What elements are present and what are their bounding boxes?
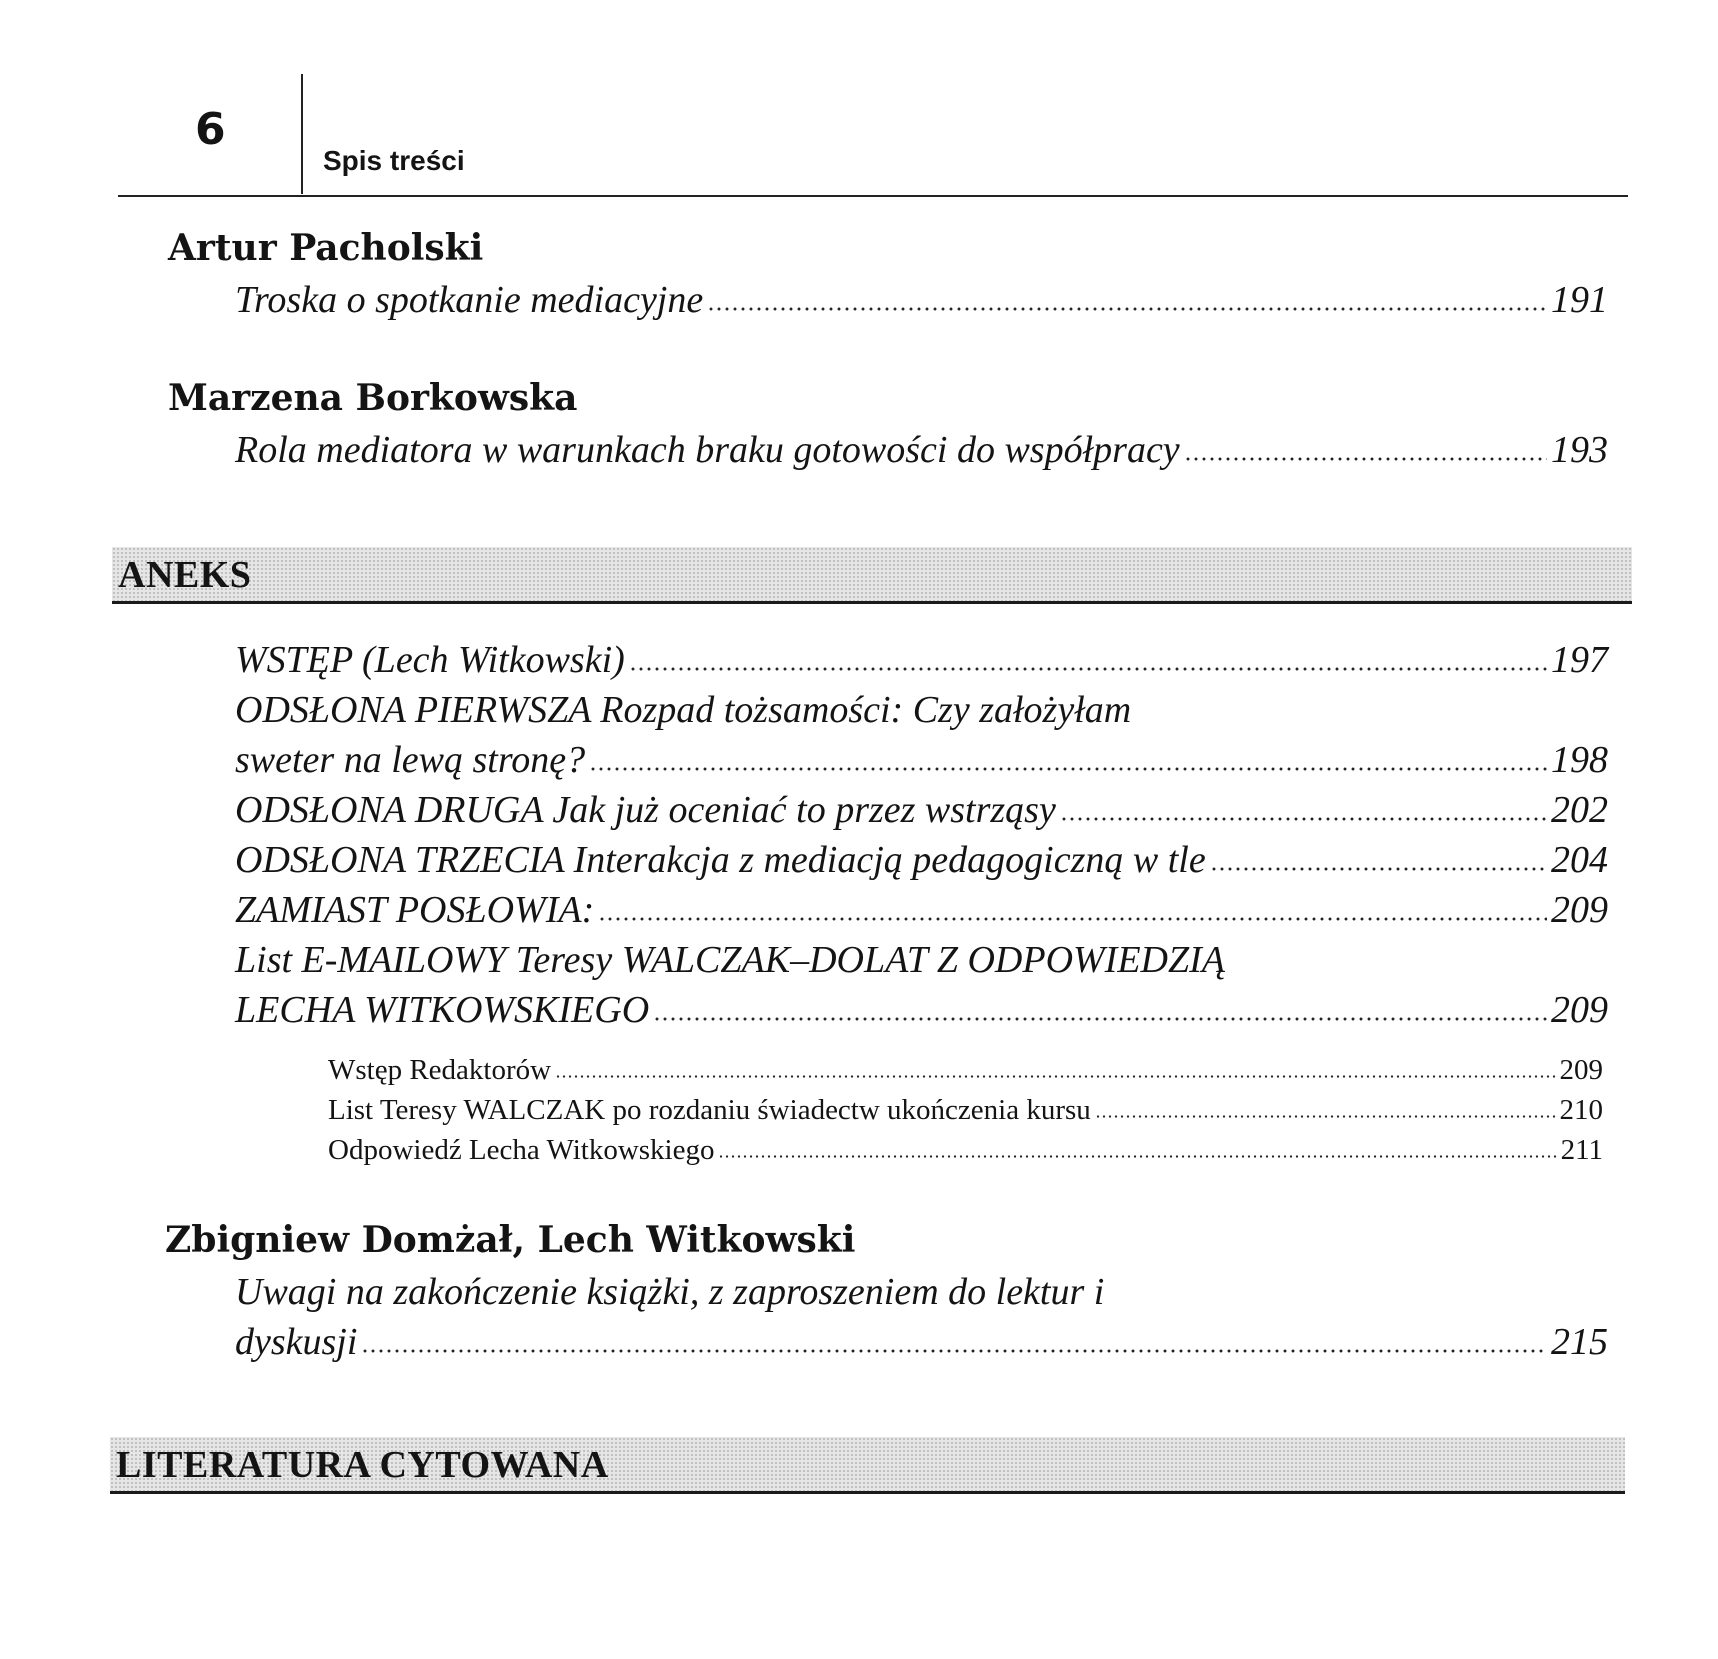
- dot-leader: [707, 302, 1547, 312]
- running-header: [0, 0, 1718, 200]
- running-title: Spis treści: [323, 145, 465, 176]
- subentry-title: Wstęp Redaktorów: [328, 1054, 552, 1086]
- subentry-page: 211: [1560, 1134, 1603, 1166]
- entry-page: 193: [1551, 429, 1608, 471]
- dot-leader: [1095, 1111, 1556, 1119]
- toc-subentry[interactable]: [328, 1052, 1603, 1088]
- toc-entry[interactable]: [235, 886, 1608, 934]
- header-divider: [301, 74, 303, 194]
- dot-leader: [598, 912, 1547, 922]
- entry-page: 204: [1551, 839, 1608, 881]
- dot-leader: [1184, 452, 1547, 462]
- header-rule: [118, 195, 1628, 197]
- toc-entry[interactable]: [235, 836, 1608, 884]
- entry-title: sweter na lewą stronę?: [235, 739, 586, 781]
- entry-title-line[interactable]: List E-MAILOWY Teresy WALCZAK–DOLAT Z ODPOWIEDZIĄ: [235, 939, 1225, 981]
- entry-title: dyskusji: [235, 1321, 358, 1363]
- subentry-page: 209: [1559, 1054, 1603, 1086]
- entry-page: 209: [1551, 889, 1608, 931]
- entry-title-line[interactable]: Uwagi na zakończenie książki, z zaproszeniem do lektur i: [235, 1271, 1105, 1313]
- dot-leader: [629, 662, 1547, 672]
- entry-title: ODSŁONA TRZECIA Interakcja z mediacją pedagogiczną w tle: [235, 839, 1206, 881]
- subentry-title: Odpowiedź Lecha Witkowskiego: [328, 1134, 715, 1166]
- toc-subentry[interactable]: [328, 1092, 1603, 1128]
- section-bar-aneks: [112, 547, 1632, 604]
- entry-title: ODSŁONA DRUGA Jak już oceniać to przez wstrząsy: [235, 789, 1056, 831]
- subentry-page: 210: [1559, 1094, 1603, 1126]
- toc-entry[interactable]: [235, 986, 1608, 1034]
- entry-title-line[interactable]: ODSŁONA PIERWSZA Rozpad tożsamości: Czy założyłam: [235, 689, 1132, 731]
- entry-title: ZAMIAST POSŁOWIA:: [235, 889, 595, 931]
- dot-leader: [589, 762, 1547, 772]
- toc-entry[interactable]: [235, 786, 1608, 834]
- entry-page: 191: [1551, 279, 1608, 321]
- toc-subentry[interactable]: [328, 1132, 1603, 1168]
- entry-title: WSTĘP (Lech Witkowski): [235, 639, 625, 681]
- author-name: Zbigniew Domżał, Lech Witkowski: [165, 1219, 856, 1261]
- section-heading: ANEKS: [118, 554, 252, 596]
- toc-entry[interactable]: [235, 1318, 1608, 1366]
- entry-title: LECHA WITKOWSKIEGO: [235, 989, 650, 1031]
- entry-page: 197: [1551, 639, 1608, 681]
- toc-entry[interactable]: [235, 276, 1608, 324]
- entry-page: 209: [1551, 989, 1608, 1031]
- author-name: Artur Pacholski: [168, 227, 484, 269]
- entry-title: Troska o spotkanie mediacyjne: [235, 279, 704, 321]
- entry-page: 215: [1551, 1321, 1608, 1363]
- dot-leader: [361, 1344, 1547, 1354]
- section-heading: LITERATURA CYTOWANA: [116, 1444, 609, 1486]
- dot-leader: [653, 1012, 1547, 1022]
- toc-entry[interactable]: [235, 636, 1608, 684]
- entry-page: 202: [1551, 789, 1608, 831]
- toc-entry[interactable]: [235, 736, 1608, 784]
- dot-leader: [1210, 862, 1547, 872]
- page-number: 6: [195, 104, 226, 155]
- entry-title: Rola mediatora w warunkach braku gotowości do współpracy: [235, 429, 1180, 471]
- dot-leader: [1060, 812, 1547, 822]
- dot-leader: [718, 1151, 1556, 1159]
- section-bar-literatura: [110, 1437, 1625, 1494]
- author-name: Marzena Borkowska: [168, 377, 578, 419]
- dot-leader: [555, 1071, 1555, 1079]
- toc-entry[interactable]: [235, 426, 1608, 474]
- entry-page: 198: [1551, 739, 1608, 781]
- subentry-title: List Teresy WALCZAK po rozdaniu świadectw ukończenia kursu: [328, 1094, 1091, 1126]
